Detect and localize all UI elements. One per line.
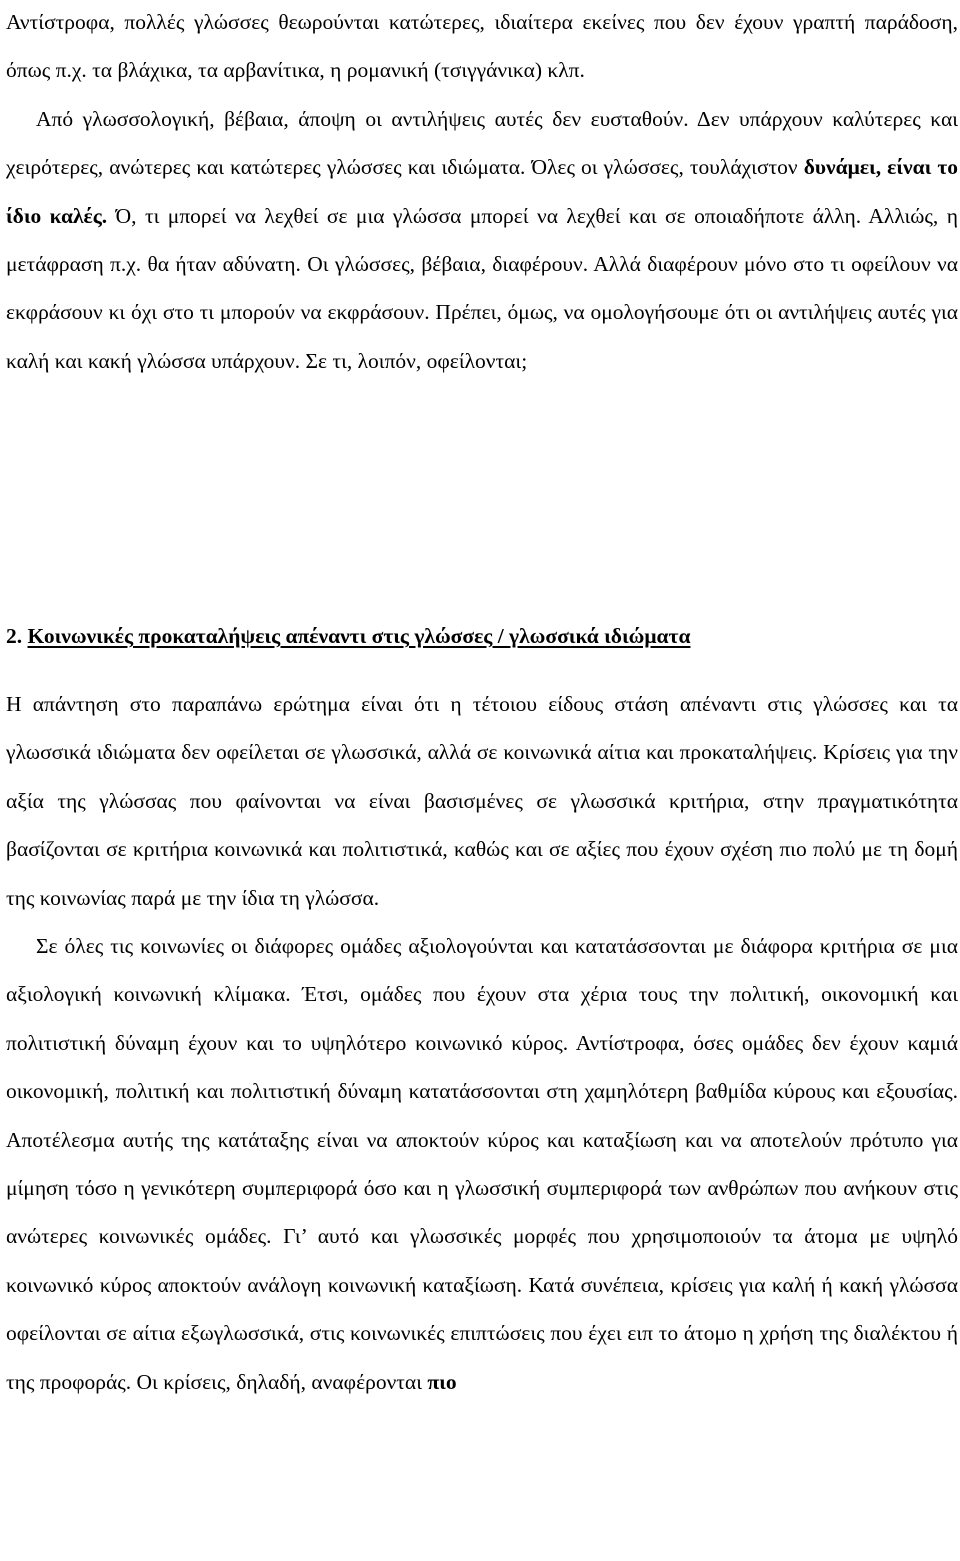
section-heading: [6, 612, 690, 660]
section-paragraph-1: Η απάντηση στο παραπάνω ερώτημα είναι ότι η τέτοιου είδους στάση απέναντι στις γλώσσες και τα γλωσσικά ιδιώματα δεν οφείλεται σε γλωσσικά, αλλά σε κοινωνικά αίτια και προκαταλήψεις. Κρίσεις για την αξία της γλώσσας που φαίνονται να είναι βασισμένες σε γλωσσικά κριτήρια, στην πραγματικότητα βασίζονται σε κριτήρια κοινωνικά και πολιτιστικά, καθώς και σε αξίες που έχουν σχέση πιο πολύ με τη δομή της κοινωνίας παρά με την ίδια τη γλώσσα.: [6, 692, 958, 910]
intro-paragraph-2: [6, 95, 958, 385]
document-page: [6, 0, 959, 1394]
intro-paragraph-2-text-a: Από γλωσσολογική, βέβαια, άποψη οι αντιλήψεις αυτές δεν ευσταθούν. Δεν υπάρχουν καλύτερες και χειρότερες, ανώτερες και κατώτερες γλώσσες και ιδιώματα. Όλες οι γλώσσες, τουλάχιστον: [6, 106, 958, 180]
intro-paragraph-1: Αντίστροφα, πολλές γλώσσες θεωρούνται κατώτερες, ιδιαίτερα εκείνες που δεν έχουν γραπτή παράδοση, όπως π.χ. τα βλάχικα, τα αρβανίτικα, η ρομανική (τσιγγάνικα) κλπ.: [6, 10, 958, 83]
section-body: [6, 680, 958, 1406]
section-paragraph-2: [6, 922, 958, 1406]
section-paragraph-2-emphasis: πιο: [427, 1369, 457, 1394]
intro-paragraph-2-text-b: Ό, τι μπορεί να λεχθεί σε μια γλώσσα μπορεί να λεχθεί και σε οποιαδήποτε άλλη. Αλλιώς, η μετάφραση π.χ. θα ήταν αδύνατη. Οι γλώσσες, βέβαια, διαφέρουν. Αλλά διαφέρουν μόνο στο τι οφείλουν να εκφράσουν κι όχι στο τι μπορούν να εκφράσουν. Πρέπει, όμως, να ομολογήσουμε ότι οι αντιλήψεις αυτές για καλή και κακή γλώσσα υπάρχουν. Σε τι, λοιπόν, οφείλονται;: [6, 203, 958, 373]
section-paragraph-2-text: Σε όλες τις κοινωνίες οι διάφορες ομάδες αξιολογούνται και κατατάσσονται με διάφορα κριτήρια σε μια αξιολογική κοινωνική κλίμακα. Έτσι, ομάδες που έχουν στα χέρια τους την πολιτική, οικονομική και πολιτιστική δύναμη έχουν και το υψηλότερο κοινωνικό κύρος. Αντίστροφα, όσες ομάδες δεν έχουν καμιά οικονομική, πολιτική και πολιτιστική δύναμη κατατάσσονται στη χαμηλότερη βαθμίδα κύρους και εξουσίας. Αποτέλεσμα αυτής της κατάταξης είναι να αποκτούν κύρος και καταξίωση και να αποτελούν πρότυπο για μίμηση τόσο η γενικότερη συμπεριφορά όσο και η γλωσσική συμπεριφορά των ανθρώπων που ανήκουν στις ανώτερες κοινωνικές ομάδες. Γι’ αυτό και γλωσσικές μορφές που χρησιμοποιούν τα άτομα με υψηλό κοινωνικό κύρος αποκτούν ανάλογη κοινωνική καταξίωση. Κατά συνέπεια, κρίσεις για καλή ή κακή γλώσσα οφείλονται σε αίτια εξωγλωσσικά, στις κοινωνικές επιπτώσεις που έχει ειπ το άτομο η χρήση της διαλέκτου ή της προφοράς. Οι κρίσεις, δηλαδή, αναφέρονται: [6, 934, 958, 1394]
intro-paragraph-2-emphasis: δυνάμει, είναι το ίδιο καλές.: [6, 155, 959, 228]
section-number: 2.: [6, 624, 23, 648]
section-title: Κοινωνικές προκαταλήψεις απέναντι στις γλώσσες / γλωσσικά ιδιώματα: [27, 624, 691, 648]
